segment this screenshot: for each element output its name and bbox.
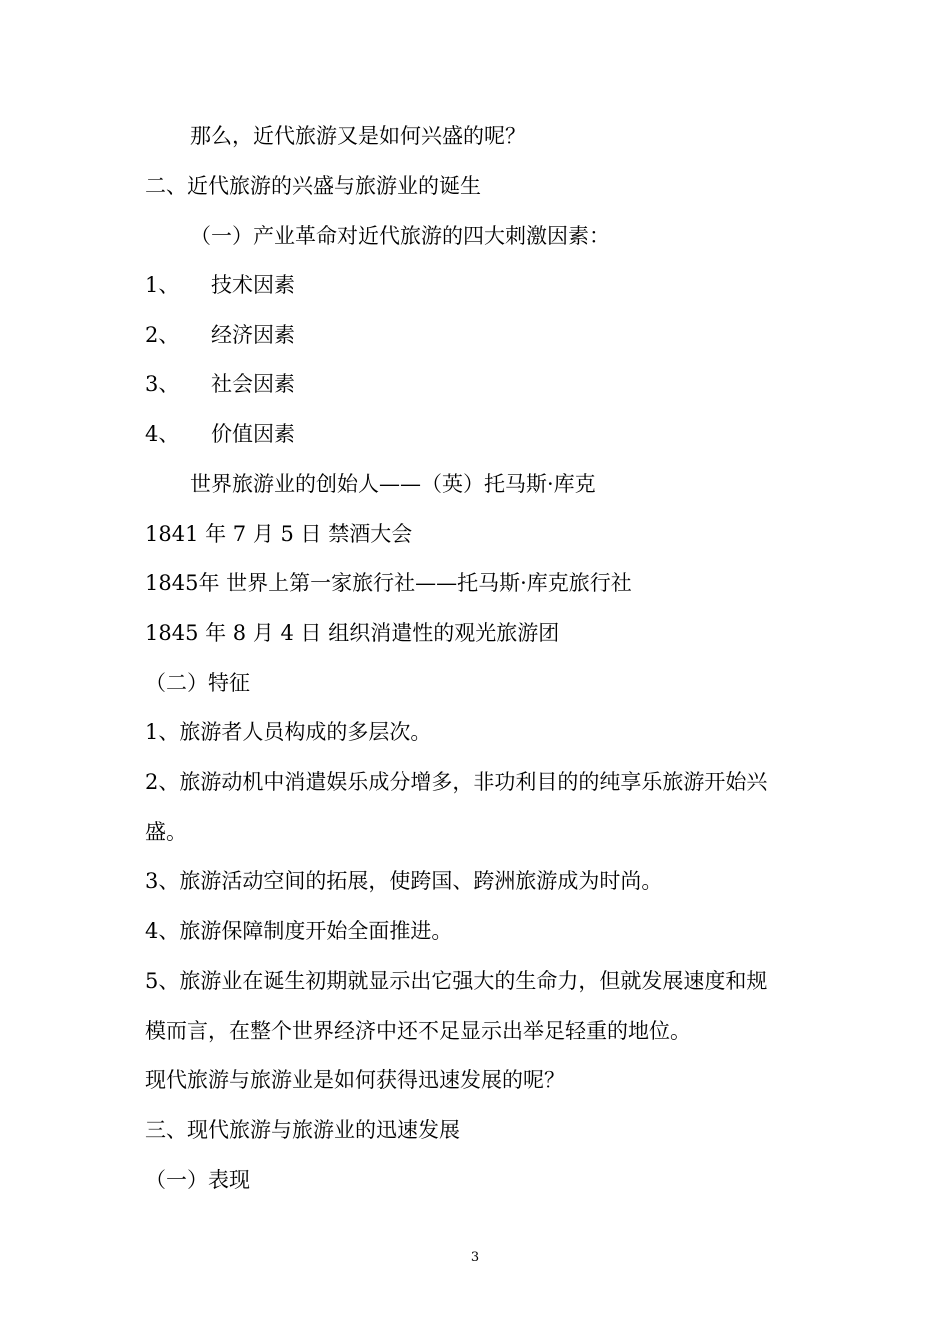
section-heading: 三、现代旅游与旅游业的迅速发展 xyxy=(145,1118,460,1142)
subsection-heading: （二）特征 xyxy=(145,671,250,695)
list-text: 社会因素 xyxy=(211,372,295,396)
subsection-heading: （一）表现 xyxy=(145,1168,250,1192)
text-line: 2、旅游动机中消遣娱乐成分增多，非功利目的的纯享乐旅游开始兴 xyxy=(145,770,768,794)
page-number: 3 xyxy=(470,1250,480,1265)
text-line: 盛。 xyxy=(145,820,187,844)
list-number: 3、 xyxy=(145,372,180,396)
text-line: 5、旅游业在诞生初期就显示出它强大的生命力，但就发展速度和规 xyxy=(145,969,768,993)
list-text: 技术因素 xyxy=(211,273,295,297)
text-line: 模而言，在整个世界经济中还不足显示出举足轻重的地位。 xyxy=(145,1019,691,1043)
list-number: 2、 xyxy=(145,323,180,347)
list-item xyxy=(145,322,295,348)
list-text: 经济因素 xyxy=(211,323,295,347)
list-item xyxy=(145,421,295,447)
text-line: 4、旅游保障制度开始全面推进。 xyxy=(145,919,453,943)
text-line: 1841 年 7 月 5 日 禁酒大会 xyxy=(145,522,413,546)
list-text: 价值因素 xyxy=(211,422,295,446)
list-number: 1、 xyxy=(145,273,180,297)
text-line: 1845 年 8 月 4 日 组织消遣性的观光旅游团 xyxy=(145,621,560,645)
text-line: 3、旅游活动空间的拓展，使跨国、跨洲旅游成为时尚。 xyxy=(145,869,663,893)
text-line: 世界旅游业的创始人——（英）托马斯·库克 xyxy=(190,472,596,496)
list-item xyxy=(145,371,295,397)
list-number: 4、 xyxy=(145,422,180,446)
section-heading: 二、近代旅游的兴盛与旅游业的诞生 xyxy=(145,174,481,198)
subsection-heading: （一）产业革命对近代旅游的四大刺激因素： xyxy=(190,224,610,248)
text-line: 那么，近代旅游又是如何兴盛的呢？ xyxy=(190,124,526,148)
list-item xyxy=(145,272,295,298)
text-line: 1845年 世界上第一家旅行社——托马斯·库克旅行社 xyxy=(145,571,632,595)
text-line: 现代旅游与旅游业是如何获得迅速发展的呢？ xyxy=(145,1068,565,1092)
text-line: 1、旅游者人员构成的多层次。 xyxy=(145,720,432,744)
